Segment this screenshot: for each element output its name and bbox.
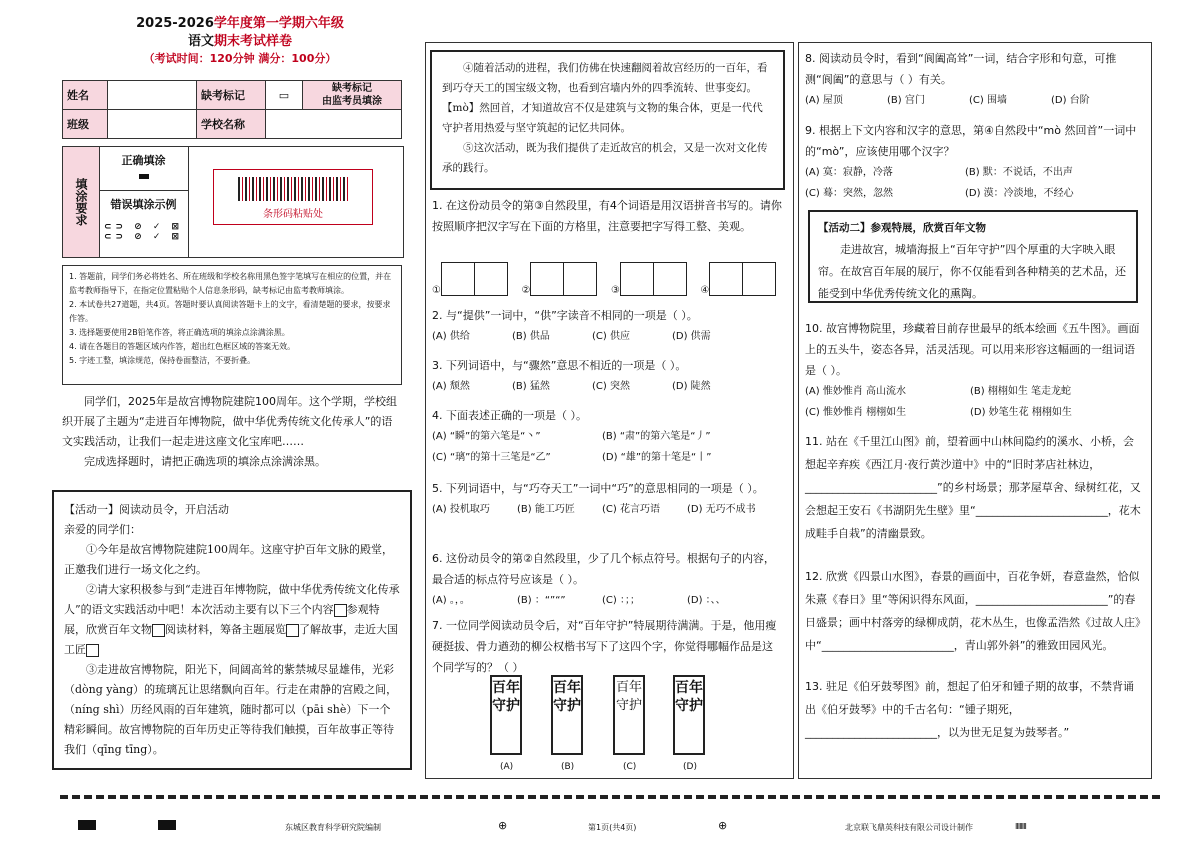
calligraphy-option-c[interactable]: 百年守护 [613, 675, 645, 755]
activity-two-title: 【活动二】参观特展，欣赏百年文物 [818, 222, 986, 234]
paragraph-5: ⑤这次活动，既为我们提供了走近故宫的机会，又是一次对文化传承的践行。 [442, 142, 768, 174]
option-d[interactable]: (D) 无巧不成书 [687, 504, 756, 515]
paragraph-1: ①今年是故宫博物院建院100周年。这座守护百年文脉的殿堂，正邀我们进行一场文化之约。 [64, 543, 393, 576]
punct-box-4[interactable] [86, 644, 99, 657]
footer-code: IIIIIIII [1015, 822, 1026, 831]
option-a[interactable]: (A) 供给 [432, 331, 470, 342]
alignment-mark-icon [158, 820, 176, 830]
option-b[interactable]: (B) 供品 [512, 331, 550, 342]
calligraphy-option-d[interactable]: 百年守护 [673, 675, 705, 755]
correct-fill-label: 正确填涂 [121, 154, 166, 167]
option-c[interactable]: (C) ：；； [602, 595, 640, 606]
char-box[interactable] [475, 262, 508, 296]
option-d[interactable]: (D) 妙笔生花 栩栩如生 [970, 407, 1072, 418]
class-field[interactable] [108, 110, 197, 139]
reading-continued-box [430, 50, 785, 190]
option-a[interactable]: (A) 寞：寂静，冷落 [805, 167, 893, 178]
char-box[interactable] [709, 262, 743, 296]
answer-group-4: ④ [700, 262, 776, 296]
option-c[interactable]: (C) 花言巧语 [602, 504, 660, 515]
option-d[interactable]: (D) “雄”的第十笔是“丨” [602, 452, 712, 463]
barcode-area [213, 177, 373, 237]
answer-group-2: ② [521, 262, 597, 296]
activity-one-box [52, 490, 412, 770]
name-label: 姓名 [63, 81, 108, 110]
option-b[interactable]: (B) ：“”“” [517, 595, 566, 606]
registration-crosshair-icon: ⊕ [718, 819, 728, 832]
char-box[interactable] [620, 262, 654, 296]
option-d[interactable]: (D) 供需 [672, 331, 711, 342]
option-b[interactable]: (B) 能工巧匠 [517, 504, 575, 515]
question-5-options [432, 499, 782, 520]
intro-text [62, 392, 402, 472]
calligraphy-option-a[interactable]: 百年守护 [490, 675, 522, 755]
punct-box-2[interactable] [152, 624, 165, 637]
option-b[interactable]: (B) “肃”的第六笔是“丿” [602, 431, 711, 442]
exam-notes [62, 265, 402, 385]
wrong-fill-sample [99, 191, 189, 257]
option-d[interactable]: (D) ：、、 [687, 595, 726, 606]
question-13[interactable]: 13. 驻足《伯牙鼓琴图》前，想起了伯牙和锺子期的故事，不禁背诵出《伯牙鼓琴》中的千古名句：“锺子期死，________________________，以为世无足复为鼓琴者。” [805, 680, 1134, 739]
option-c[interactable]: (C) “璃”的第十三笔是“乙” [432, 452, 551, 463]
option-a[interactable]: (A) “瞬”的第六笔是“丶” [432, 431, 541, 442]
paragraph-3: ③走进故宫博物院，阳光下，间阔高耸的紫禁城尽显雄伟，光彩（dòng yàng）的琉璃瓦让思绪飘向百年。行走在肃静的宫殿之间，（níng shì）历经风雨的百年建筑，随时都可以（pāi shè）下一个精彩瞬间。故宫博物院的百年历史正等待我们触摸，百年故事正等待我们（qīng tīng）。 [64, 663, 398, 756]
punct-box-1[interactable] [334, 604, 347, 617]
question-3: 3. 下列词语中，与“骤然”意思不相近的一项是（ ）。 (A) 颓然 (B) 猛然 (C) 突然 (D) 陡然 [432, 355, 782, 397]
option-a[interactable]: (A) 投机取巧 [432, 504, 490, 515]
question-4: 4. 下面表述正确的一项是（ ）。 (A) “瞬”的第六笔是“丶” (B) “肃”的第六笔是“丿” (C) “璃”的第十三笔是“乙” (D) “雄”的第十笔是“丨” [432, 405, 782, 468]
filled-mark-icon [139, 174, 149, 179]
char-box[interactable] [530, 262, 564, 296]
option-a[interactable]: (A) 。，。 [432, 595, 470, 606]
activity-two-text: 走进故宫，城墙海报上“百年守护”四个厚重的大字映入眼帘。在故宫百年展的展厅，你不仅能看到各种精美的艺术品，还能受到中华优秀传统文化的熏陶。 [818, 243, 1126, 300]
option-c[interactable]: (C) 突然 [592, 381, 630, 392]
answer-group-1: ① [432, 262, 508, 296]
question-9: 9. 根据上下文内容和汉字的意思，第④自然段中“mò 然回首”一词中的“mò”，应该使用哪个汉字？ (A) 寞：寂静，冷落 (B) 默：不说话，不出声 (C) 蓦：突然，忽然 (D) 漠：冷淡地，不经心 [805, 120, 1143, 204]
class-label: 班级 [63, 110, 108, 139]
answer-group-3: ③ [611, 262, 687, 296]
question-2: 2. 与“提供”一词中，“供”字读音不相同的一项是（ ）。 (A) 供给 (B) 供品 (C) 供应 (D) 供需 [432, 305, 782, 347]
option-a[interactable]: (A) 屋顶 [805, 95, 843, 106]
label-c: (C) [623, 762, 637, 772]
option-b[interactable]: (B) 默：不说话，不出声 [965, 167, 1073, 178]
calligraphy-option-b[interactable]: 百年守护 [551, 675, 583, 755]
barcode-frame [213, 169, 373, 225]
option-a[interactable]: (A) 颓然 [432, 381, 470, 392]
char-box[interactable] [654, 262, 687, 296]
option-d[interactable]: (D) 漠：冷淡地，不经心 [965, 188, 1074, 199]
absent-label: 缺考标记 [197, 81, 266, 110]
exam-title-year: 2025-2026学年度第一学期六年级 [136, 16, 344, 31]
question-8-options [805, 90, 1143, 111]
page-number: 第1页(共4页) [588, 823, 637, 832]
intro-paragraph: 同学们，2025年是故宫博物院建院100周年。这个学期，学校组织开展了主题为“走进百年博物院，做中华优秀传统文化传承人”的语文实践活动，让我们一起走进这座文化宝库吧…… [62, 395, 397, 448]
activity-one-title: 【活动一】阅读动员令，开启活动 [64, 503, 229, 516]
cut-line [60, 795, 1160, 799]
fill-req-label: 填涂要求 [63, 147, 100, 257]
question-1: 1. 在这份动员令的第③自然段里，有4个词语是用汉语拼音书写的。请你按照顺序把汉字写在下面的方格里，注意要把字写得工整、美观。 [432, 199, 782, 233]
char-box[interactable] [564, 262, 597, 296]
option-c[interactable]: (C) 惟妙惟肖 栩栩如生 [805, 407, 907, 418]
question-6-options [432, 590, 782, 611]
question-11[interactable]: 11. 站在《千里江山图》前，望着画中山林间隐约的溪水、小桥，会想起辛弃疾《西江月·夜行黄沙道中》中的“旧时茅店社林边，________________________”的乡村场景；那茅屋草舍、绿树红花，又会想起王安石《书湖阴先生壁》里“________________________，花木成畦手自栽”的清幽景致。 [805, 435, 1141, 540]
school-label: 学校名称 [197, 110, 266, 139]
option-c[interactable]: (C) 蓦：突然，忽然 [805, 188, 893, 199]
footer-editor: 东城区教育科学研究院编制 [285, 823, 381, 832]
option-b[interactable]: (B) 猛然 [512, 381, 550, 392]
option-c[interactable]: (C) 围墙 [969, 95, 1007, 106]
alignment-mark-icon [78, 820, 96, 830]
option-a[interactable]: (A) 惟妙惟肖 高山流水 [805, 386, 907, 397]
name-field[interactable] [108, 81, 197, 110]
activity-two-box [808, 210, 1138, 303]
correct-fill-sample [99, 147, 189, 191]
option-b[interactable]: (B) 宫门 [887, 95, 925, 106]
school-field[interactable] [266, 110, 402, 139]
char-box[interactable] [743, 262, 776, 296]
option-d[interactable]: (D) 台阶 [1051, 95, 1090, 106]
barcode-label: 条形码粘贴处 [263, 209, 323, 220]
question-3-options [432, 376, 782, 397]
option-d[interactable]: (D) 陡然 [672, 381, 711, 392]
absent-note: 缺考标记 由监考员填涂 [303, 81, 402, 110]
question-7: 7. 一位同学阅读动员令后，对“百年守护”特展期待满满。于是，他用瘦硬挺拔、骨力遒劲的柳公权楷书写下了这四个字，你觉得哪幅作品是这个同学写的？（ ） [432, 619, 777, 674]
exam-time-score: （考试时间：120分钟 满分：100分） [143, 52, 337, 65]
question-6: 6. 这份动员令的第②自然段里，少了几个标点符号。根据句子的内容，最合适的标点符号应该是（ ）。 (A) 。，。 (B) ：“”“” (C) ：；； (D) ：、、 [432, 548, 782, 611]
question-4-options [432, 426, 782, 468]
question-8: 8. 阅读动员令时，看到“阆阖高耸”一词，结合字形和句意，可推测“阆阖”的意思与（ ）有关。 (A) 屋顶 (B) 宫门 (C) 围墙 (D) 台阶 [805, 48, 1143, 111]
question-10-options [805, 381, 1143, 423]
paragraph-2: ②请大家积极参与到“走进百年博物院，做中华优秀传统文化传承人”的语文实践活动中吧！本次活动主要有以下三个内容 参观特展，欣赏百年文物 阅读材料，筹备主题展览 了解故事，走近大国工匠 [64, 583, 400, 656]
note-item: 5. 字迹工整，填涂规范，保持卷面整洁，不要折叠。 [69, 356, 256, 365]
note-item: 2. 本试卷共27道题，共4页。答题时要认真阅读答题卡上的文字，看清楚题的要求，按要求作答。 [69, 300, 391, 323]
question-9-options [805, 162, 1143, 204]
question-2-options [432, 326, 782, 347]
option-b[interactable]: (B) 栩栩如生 笔走龙蛇 [970, 386, 1072, 397]
intro-instruction: 完成选择题时，请把正确选项的填涂点涂满涂黑。 [84, 455, 326, 468]
note-item: 1. 答题前，同学们务必将姓名、所在班级和学校名称用黑色签字笔填写在相应的位置，并在监考教师指导下，在指定位置粘贴个人信息条形码，缺考标记由监考教师填涂。 [69, 272, 392, 295]
punct-box-3[interactable] [286, 624, 299, 637]
question-12[interactable]: 12. 欣赏《四景山水图》，春景的画面中，百花争妍，春意盎然，恰似朱熹《春日》里“等闲识得东风面，________________________”的春日盛景；画中村落旁的绿柳成荫，花木丛生，也像孟浩然《过故人庄》中“________________________，青山郭外斜”的雅致田园风光。 [805, 570, 1141, 652]
exam-title-subject: 语文期末考试样卷 [187, 34, 293, 49]
label-b: (B) [561, 762, 575, 772]
wrong-fill-label: 错误填涂示例 [110, 198, 177, 211]
fill-requirements-box [62, 146, 404, 258]
note-item: 4. 请在各题目的答题区域内作答，超出红色框区域的答案无效。 [69, 342, 296, 351]
question-10: 10. 故宫博物院里，珍藏着目前存世最早的纸本绘画《五牛图》。画面上的五头牛，姿态各异，活灵活现。可以用来形容这幅画的一组词语是（ ）。 (A) 惟妙惟肖 高山流水 (B) 栩栩如生 笔走龙蛇 (C) 惟妙惟肖 栩栩如生 (D) 妙笔生花 栩栩如生 [805, 318, 1143, 423]
footer-designer: 北京联飞鼎英科技有限公司设计制作 [845, 823, 973, 832]
char-box[interactable] [441, 262, 475, 296]
student-info-table [62, 80, 402, 139]
note-item: 3. 选择题要使用2B铅笔作答，将正确选项的填涂点涂满涂黑。 [69, 328, 290, 337]
wrong-marks-icon: ⊂⊃ ⊘ ✓ ⊠ ⊂⊃ ⊘ ✓ ⊠ [103, 222, 184, 242]
option-c[interactable]: (C) 供应 [592, 331, 630, 342]
label-a: (A) [500, 762, 514, 772]
question-5: 5. 下列词语中，与“巧夺天工”一词中“巧”的意思相同的一项是（ ）。 (A) 投机取巧 (B) 能工巧匠 (C) 花言巧语 (D) 无巧不成书 [432, 478, 782, 520]
answer-grid [432, 262, 782, 296]
registration-crosshair-icon: ⊕ [498, 819, 508, 832]
paragraph-4: ④随着活动的进程，我们仿佛在快速翻阅着故宫经历的一百年，看到巧夺天工的国宝级文物，也看到宫墙内外的四季流转、世事变幻。【mò】然回首，才知道故宫不仅是建筑与文物的集合体，更是一代代守护者用热爱与坚守筑起的记忆共同体。 [442, 62, 768, 134]
greeting: 亲爱的同学们： [64, 523, 141, 536]
absent-mark-box[interactable]: ▭ [266, 81, 303, 110]
label-d: (D) [683, 762, 697, 772]
